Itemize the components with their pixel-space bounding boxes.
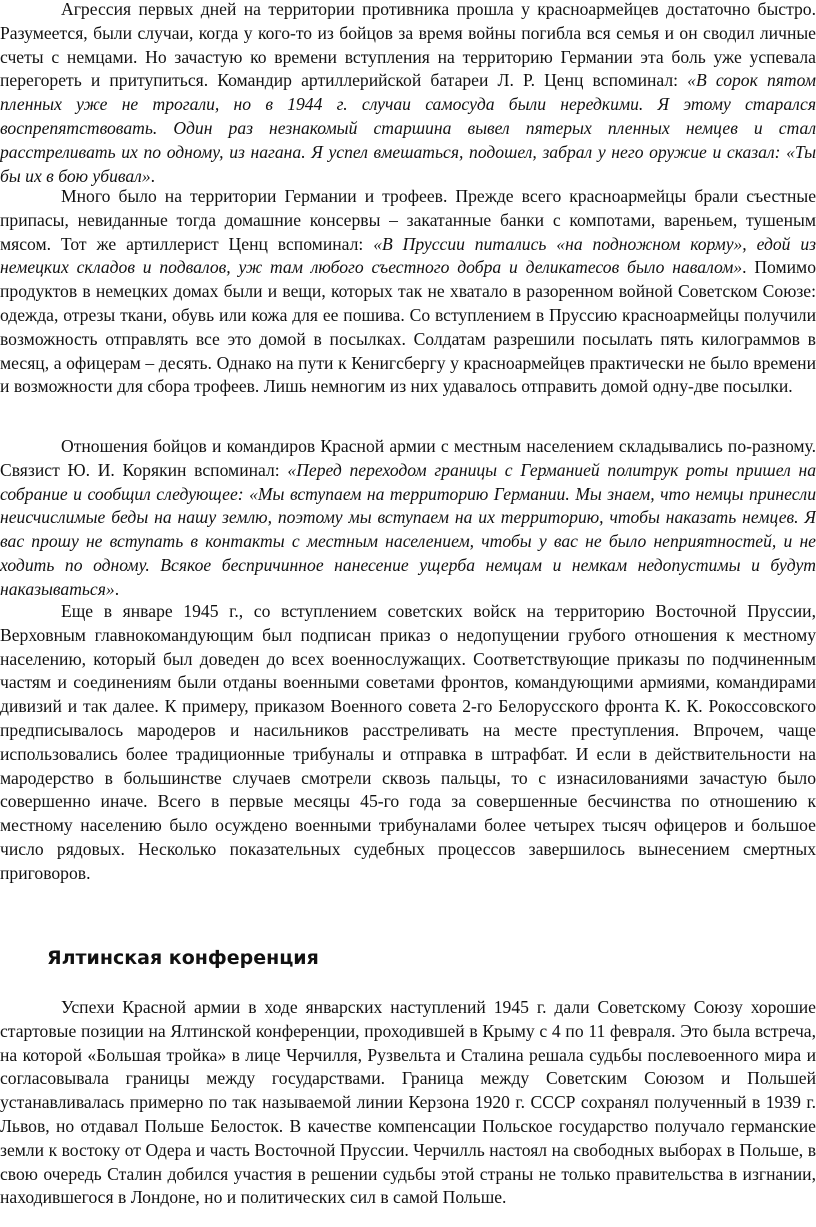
paragraph-3-text: Отношения бойцов и командиров Красной армии с местным населением складывались по-разному. Связист Ю. И. Корякин вспоминал: (0, 436, 816, 480)
paragraph-2-text: Много было на территории Германии и трофеев. Прежде всего красноармейцы брали съестные припасы, невиданные тогда домашние консервы – закатанные банки с компотами, вареньем, тушеным мясом. Тот же артиллерист Ценц вспоминал: (0, 186, 816, 254)
paragraph-4-text: Еще в январе 1945 г., со вступлением советских войск на территорию Восточной Пруссии, Верховным главнокомандующим был подписан приказ о недопущении грубого отношения к местному населению, который был доведен до всех военнослужащих. Соответствующие приказы по подчиненным частям и соединениям были отданы военными советами фронтов, командующими армиями, командирами дивизий и так далее. К примеру, приказом Военного совета 2-го Белорусского фронта К. К. Рокоссовского предписывалось мародеров и насильников расстреливать на месте преступления. Впрочем, чаще использовались более традиционные трибуналы и отправка в штрафбат. И если в действительности на мародерство в большинстве случаев смотрели сквозь пальцы, то с изнасилованиями зачастую было совершенно иначе. Всего в первые месяцы 45-го года за совершенные бесчинства по отношению к местному населению было осуждено военными трибуналами более четырех тысяч офицеров и большое число рядовых. Несколько показательных судебных процессов завершилось вынесением смертных приговоров. (0, 601, 816, 883)
section-paragraph: Успехи Красной армии в ходе январских наступлений 1945 г. дали Советскому Союзу хорошие стартовые позиции на Ялтинской конференции, проходившей в Крыму с 4 по 11 февраля. Это была встреча, на которой «Большая тройка» в лице Черчилля, Рузвельта и Сталина решала судьбы послевоенного мира и согласовывала границы между государствами. Граница между Советским Союзом и Польшей устанавливалась примерно по так называемой линии Керзона 1920 г. СССР сохранял полученный в 1939 г. Львов, но отдавал Польше Белосток. В качестве компенсации Польское государство получало германские земли к востоку от Одера и часть Восточной Пруссии. Черчилль настоял на свободных выборах в Польше, в свою очередь Сталин добился участия в решении судьбы этой страны не только правительства в изгнании, находившегося в Лондоне, но и политических сил в самой Польше. (0, 997, 816, 1208)
paragraph-2-tail: . Помимо продуктов в немецких домах были и вещи, которых так не хватало в разоренном войной Советском Союзе: одежда, отрезы ткани, обувь или кожа для ее пошива. Со вступлением в Пруссию красноармейцы получили возможность отправлять все это домой в посылках. Солдатам разрешили посылать пять килограммов в месяц, а офицерам – десять. Однако на пути к Кенигсбергу у красноармейцев практически не было времени и возможности для сбора трофеев. Лишь немногим из них удавалось отправить домой одну-две посылки. (0, 257, 816, 397)
paragraph-3-quote: «Перед переходом границы с Германией политрук роты пришел на собрание и сообщил следующее: «Мы вступаем на территорию Германии. Мы знаем, что немцы принесли неисчислимые беды на нашу землю, поэтому мы вступаем на их территорию, чтобы наказать немцев. Я вас прошу не вступать в контакты с местным населением, чтобы у вас не было неприятностей, и не ходить по одному. Всякое беспричинное нанесение ущерба немцам и немкам недопустимы и будут наказываться» (0, 459, 816, 599)
paragraph-1-quote: «В сорок пятом пленных уже не трогали, но в 1944 г. случаи самосуда были нередкими. Я этому старался воспрепятствовать. Один раз незнакомый старшина вывел пятерых пленных немцев и стал расстреливать их по одному, из нагана. Я успел вмешаться, подошел, забрал у него оружие и сказал: «Ты бы их в бою убивал» (0, 70, 816, 186)
section-heading: Ялтинская конференция (47, 947, 319, 969)
paragraph-4 (0, 600, 816, 886)
paragraph-2-quote: «В Пруссии питались «на подножном корму», едой из немецких складов и подвалов, уж там любого съестного добра и деликатесов было навалом» (0, 233, 816, 278)
paragraph-1 (0, 0, 816, 188)
paragraph-1-tail: . (150, 165, 156, 186)
paragraph-2 (0, 185, 816, 399)
paragraph-1-text: Агрессия первых дней на территории противника прошла у красноармейцев достаточно быстро. Разумеется, были случаи, когда у кого-то из бойцов за время войны погибла вся семья и он сводил личные счеты с немцами. Но зачастую ко времени вступления на территорию Германии эта боль уже успевала перегореть и притупиться. Командир артиллерийской батареи Л. Р. Ценц вспоминал: (0, 0, 816, 91)
paragraph-3-tail: . (114, 578, 120, 599)
paragraph-3 (0, 435, 816, 602)
